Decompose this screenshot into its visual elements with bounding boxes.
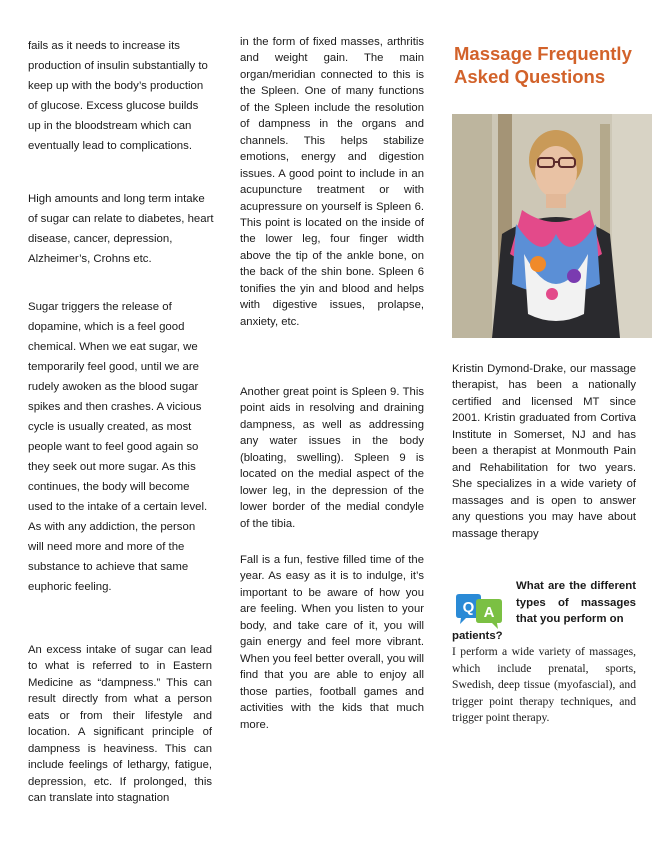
therapist-bio: Kristin Dymond-Drake, our massage therapist, has been a nationally certified and licensed MT since 2001. Kristin graduated from Cortiva Institute in Somerset, NJ and has been a therapist at Monmouth Pain and Rehabilitation for two years. She specializes in a wide variety of massages and is open to answer any questions you may have about massage therapy <box>452 363 636 540</box>
faq-question-block <box>452 578 636 727</box>
therapist-photo <box>452 114 652 338</box>
col2-paragraph-3: Fall is a fun, festive filled time of the year. As easy as it is to indulge, it’s important to be aware of how you are feeling. When you listen to your body, and take care of it, you will gain energy and feel more vibrant. When you feel better overall, you will find that you are able to enjoy all those parties, football games and activities with the kids that much more. <box>240 554 424 731</box>
therapist-photo-illustration <box>452 114 652 338</box>
col1-paragraph-1: fails as it needs to increase its production of insulin substantially to keep up with the body’s production of glucose. Excess glucose builds up in the bloodstream which can eventually lead to complications. <box>28 40 208 152</box>
col1-paragraph-3: Sugar triggers the release of dopamine, which is a feel good chemical. When we eat sugar, we temporarily feel good, until we are rudely awoken as the blood sugar spikes and then crashes. A vicious cycle is usually created, as most people want to feel good again so they seek out more sugar. As this continues, the body will become used to the intake of a certain level. As with any addiction, the person will need more and more of the substance to achieve that same euphoric feeling. <box>28 301 208 593</box>
col1-paragraph-4: An excess intake of sugar can lead to what is referred to in Eastern Medicine as “dampness.” This can result directly from what a person eats or from their lifestyle and location. A significant principle of dampness is heaviness. This can include feelings of lethargy, fatigue, depression, etc. If prolonged, this can translate into stagnation <box>28 644 212 805</box>
faq-answer: I perform a wide variety of massages, which include prenatal, sports, Swedish, deep tissue (myofascial), and trigger point therapy techniques, and trigger point therapy. <box>452 645 636 724</box>
qa-icon-a-letter: A <box>483 604 495 621</box>
qa-icon-q-letter: Q <box>462 599 475 616</box>
col2-paragraph-2: Another great point is Spleen 9. This point aids in resolving and draining dampness, as well as addressing any water issues in the body (bloating, swelling). Spleen 9 is located on the medial aspect of the lower leg, in the depression of the lower border of the medial condyle of the tibia. <box>240 386 424 530</box>
faq-question: What are the different types of massages that you perform on <box>516 580 636 625</box>
faq-heading: Massage Frequently Asked Questions <box>454 43 632 87</box>
col2-paragraph-1: in the form of fixed masses, arthritis and weight gain. The main organ/meridian connected to this is the Spleen. One of many functions of the Spleen include the resolution of dampness in the organs and channels. This helps stabilize emotions, energy and digestion issues. A good point to include in an acupuncture treatment or with acupressure on yourself is Spleen 6. This point is located on the inside of the lower leg, four finger width above the tip of the ankle bone, on the back of the shin bone. Spleen 6 tonifies the yin and blood and helps with digestive issues, prolapse, anxiety, etc. <box>240 36 424 328</box>
col1-paragraph-2: High amounts and long term intake of sugar can relate to diabetes, heart disease, cancer, depression, Alzheimer’s, Crohns etc. <box>28 193 214 265</box>
faq-question-end: patients? <box>452 629 503 642</box>
